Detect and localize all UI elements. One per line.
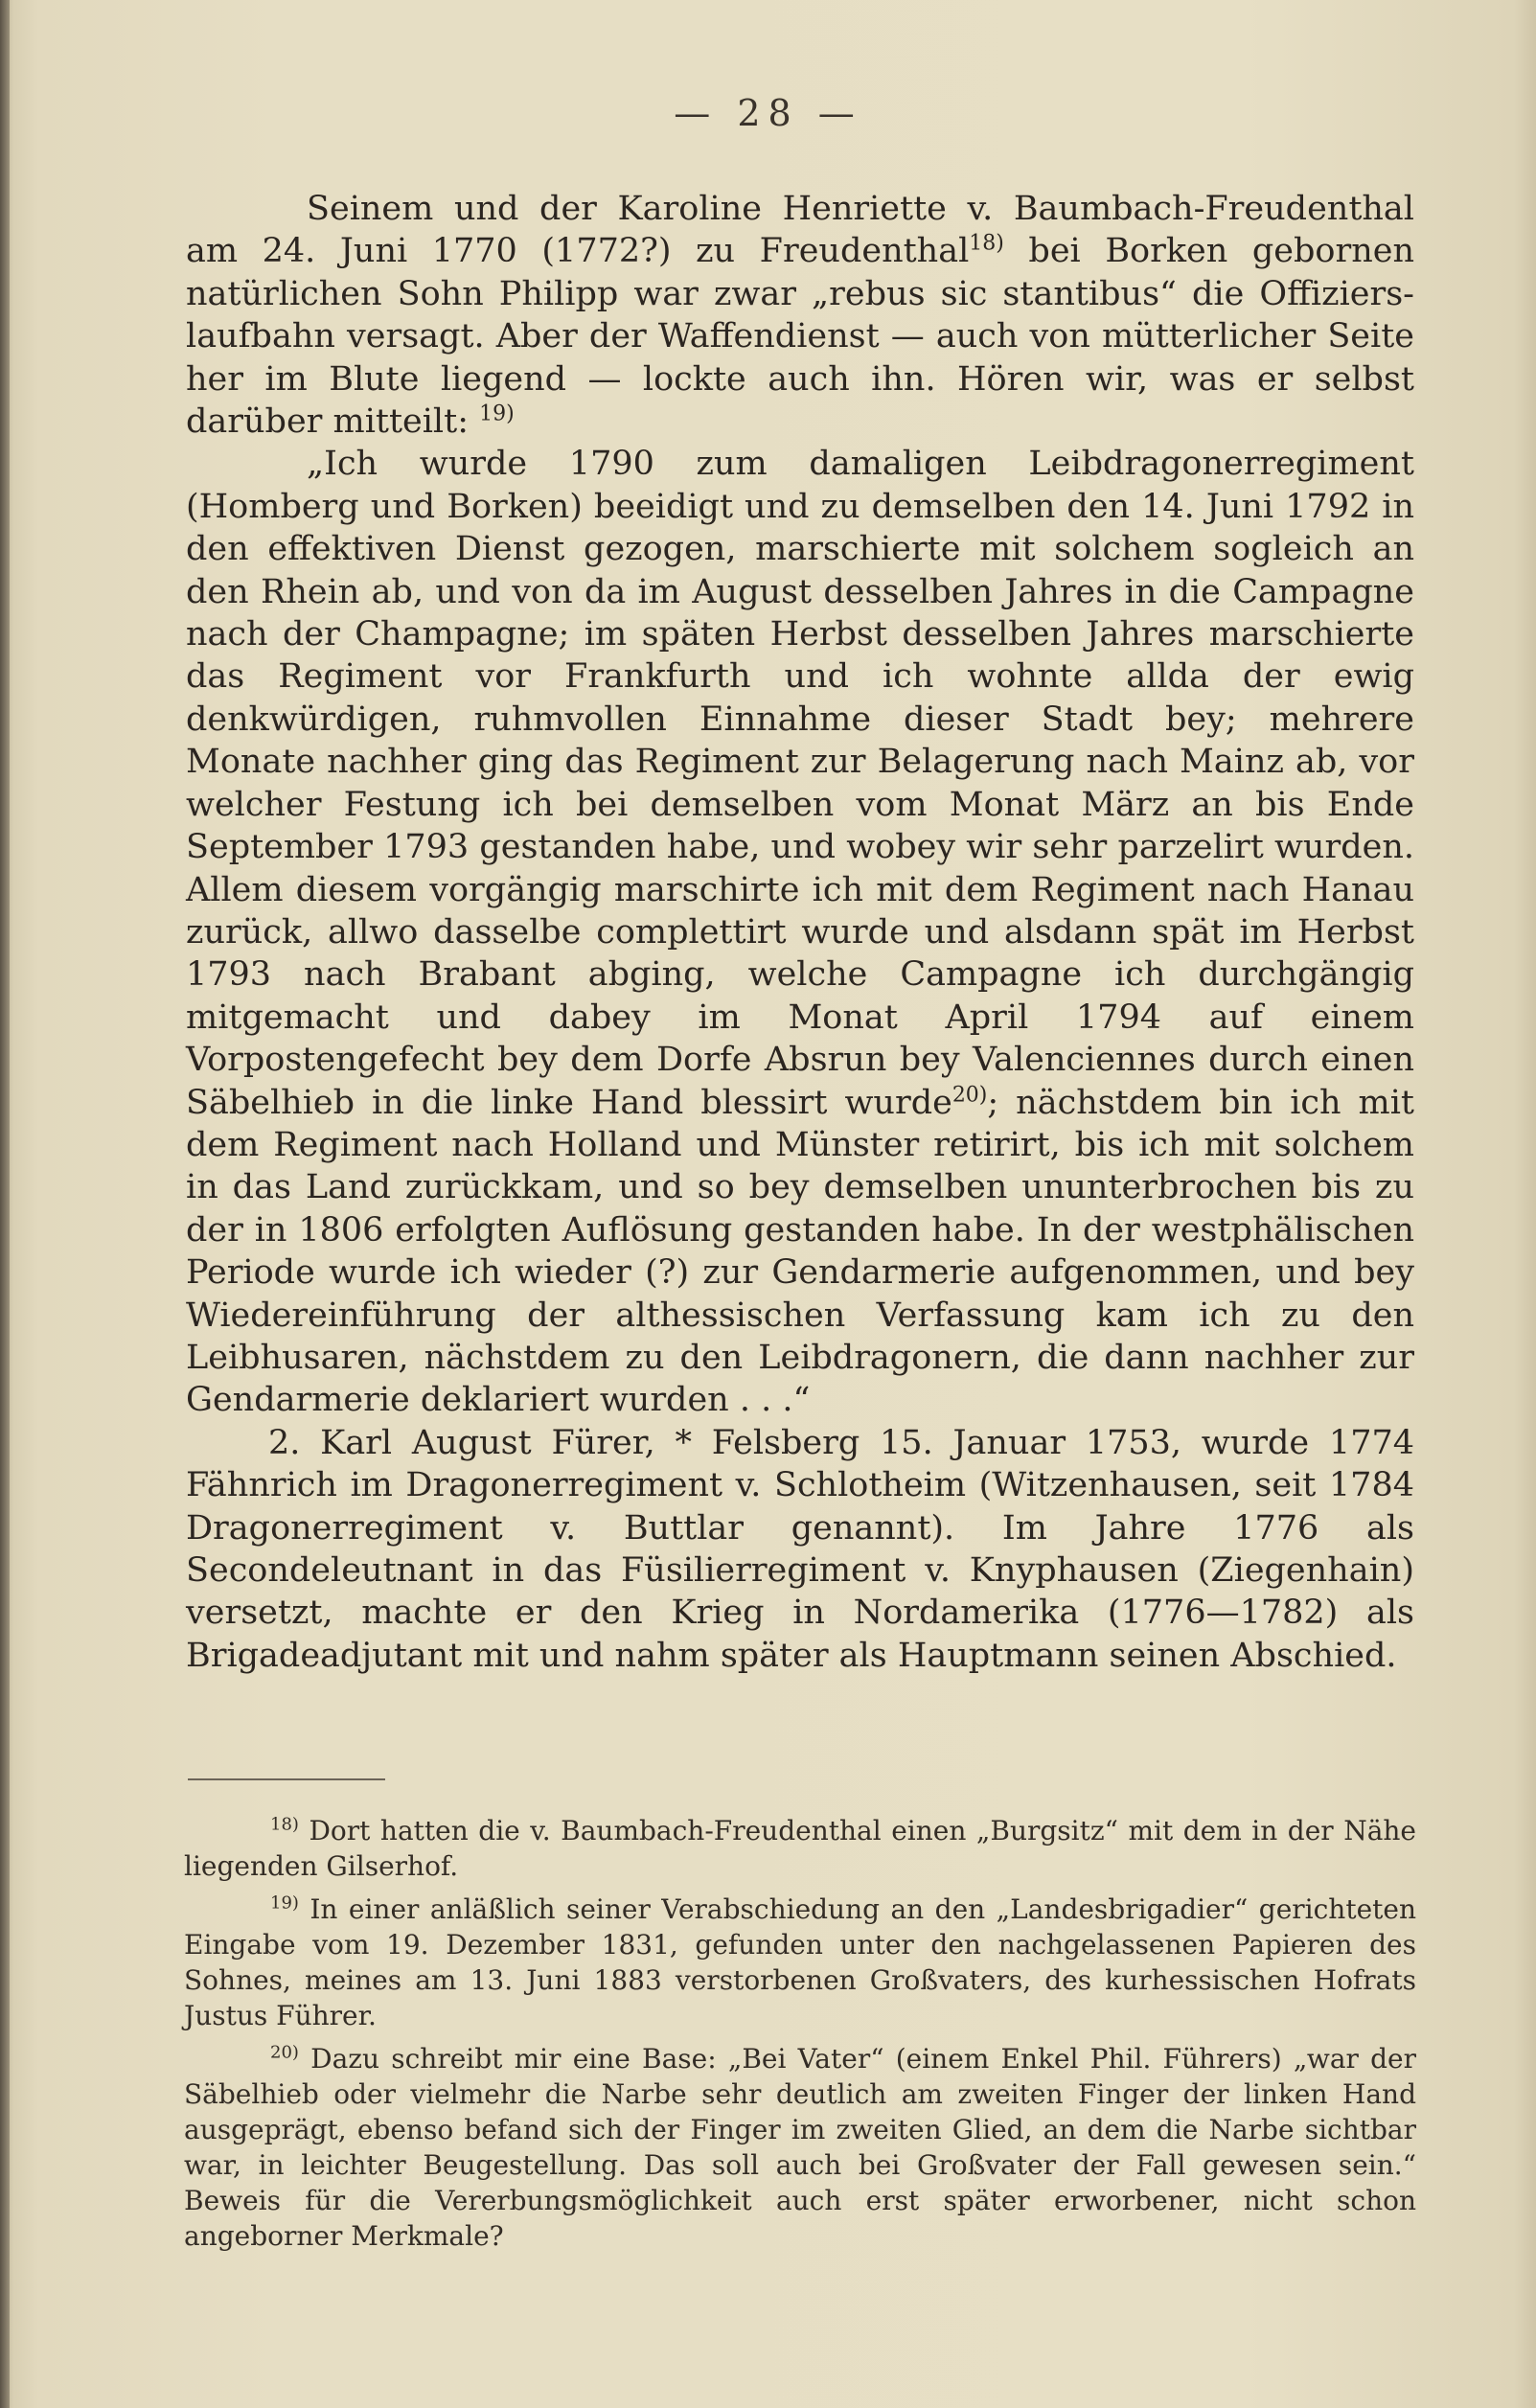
footnote-mark: 20) bbox=[270, 2042, 299, 2063]
page-spine-edge bbox=[0, 0, 10, 2408]
footnote-divider bbox=[188, 1778, 385, 1780]
footnote-20 bbox=[184, 2041, 1416, 2254]
paragraph-quote bbox=[186, 443, 1414, 1421]
footnote-ref-20: 20) bbox=[951, 1082, 988, 1107]
paragraph-text: bei Borken gebornen natürlichen Sohn Philipp war zwar „rebus sic stantibus“ die Offiziers-laufbahn versagt. Aber der Waffendienst — auch von mütterlicher Seite her im Blute liegend — lockte auch ihn. Hören wir, was er selbst darüber mitteilt: bbox=[186, 232, 1415, 442]
paragraph-text: Seinem und der Karoline Henriette v. Baumbach-Freudenthal am 24. Juni 1770 (1772?) zu Freudenthal bbox=[186, 190, 1414, 271]
footnote-19 bbox=[184, 1892, 1416, 2033]
footnote-mark: 19) bbox=[270, 1892, 299, 1914]
footnote-mark: 18) bbox=[270, 1814, 299, 1835]
footnote-ref-18: 18) bbox=[969, 231, 1004, 256]
footnote-18 bbox=[184, 1813, 1416, 1884]
paragraph-item-2: 2. Karl August Fürer, * Felsberg 15. Januar 1753, wurde 1774 Fähnrich im Dragonerregiment v. Schlotheim (Witzenhausen, seit 1784 Dragonerregiment v. Buttlar genannt). Im Jahre 1776 als Secondeleutnant in das Füsilierregiment v. Knyphausen (Ziegenhain) versetzt, machte er den Krieg in Nordamerika (1776—1782) als Brigadeadjutant mit und nahm später als Hauptmann seinen Abschied. bbox=[186, 1423, 1414, 1675]
footnote-text: Dazu schreibt mir eine Base: „Bei Vater“ (einem Enkel Phil. Führers) „war der Säbelhieb oder vielmehr die Narbe sehr deutlich am zweiten Finger der linken Hand ausgeprägt, ebenso befand sich der Finger im zweiten Glied, an dem die Narbe sichtbar war, in leichter Beugestellung. Das soll auch bei Großvater der Fall gewesen sein.“ Beweis für die Vererbungsmöglichkeit auch erst später erworbener, nicht schon angeborner Merkmale? bbox=[184, 2043, 1416, 2252]
footnote-text: In einer anläßlich seiner Verabschiedung an den „Landesbrigadier“ gerichteten Eingabe vom 19. Dezember 1831, gefunden unter den nachgelassenen Papieren des Sohnes, meines am 13. Juni 1883 verstorbenen Großvaters, des kurhessischen Hofrats Justus Führer. bbox=[184, 1893, 1416, 2031]
footnote-text: Dort hatten die v. Baumbach-Freudenthal einen „Burgsitz“ mit dem in der Nähe liegenden Gilserhof. bbox=[184, 1815, 1416, 1882]
quote-text: „Ich wurde 1790 zum damaligen Leibdragonerregiment (Homberg und Borken) beeidigt und zu demselben den 14. Juni 1792 in den effektiven Dienst gezogen, marschierte mit solchem sogleich an den Rhein ab, und von da im August desselben Jahres in die Campagne nach der Champagne; im späten Herbst desselben Jahres marschierte das Regiment vor Frankfurth und ich wohnte allda der ewig denkwürdigen, ruhmvollen Einnahme dieser Stadt bey; mehrere Monate nachher ging das Regiment zur Belagerung nach Mainz ab, vor welcher Festung ich bei demselben vom Monat März an bis Ende September 1793 gestanden habe, und wobey wir sehr parzelirt wurden. Allem diesem vorgängig marschirte ich mit dem Regiment nach Hanau zurück, allwo dasselbe complettirt wurde und alsdann spät im Herbst 1793 nach Brabant abging, welche Campagne ich durchgängig mitgemacht und dabey im Monat April 1794 auf einem Vorpostengefecht bey dem Dorfe Absrun bey Valenciennes durch einen Säbelhieb in die linke Hand blessirt wurde bbox=[186, 445, 1414, 1122]
paragraph-intro bbox=[186, 188, 1414, 443]
quote-text: ; nächstdem bin ich mit dem Regiment nach Holland und Münster retirirt, bis ich mit solchem in das Land zurückkam, und so bey demselben ununterbrochen bis zu der in 1806 erfolgten Auflösung gestanden habe. In der westphälischen Periode wurde ich wieder (?) zur Gendarmerie aufgenommen, und bey Wiedereinführung der althessischen Verfassung kam ich zu den Leibhusaren, nächstdem zu den Leibdragonern, die dann nachher zur Gendarmerie deklariert wurden . . .“ bbox=[186, 1083, 1414, 1420]
footnote-ref-19: 19) bbox=[479, 401, 515, 426]
main-text bbox=[186, 188, 1414, 1677]
footnotes bbox=[184, 1813, 1416, 2254]
page-number: — 28 — bbox=[674, 92, 862, 134]
